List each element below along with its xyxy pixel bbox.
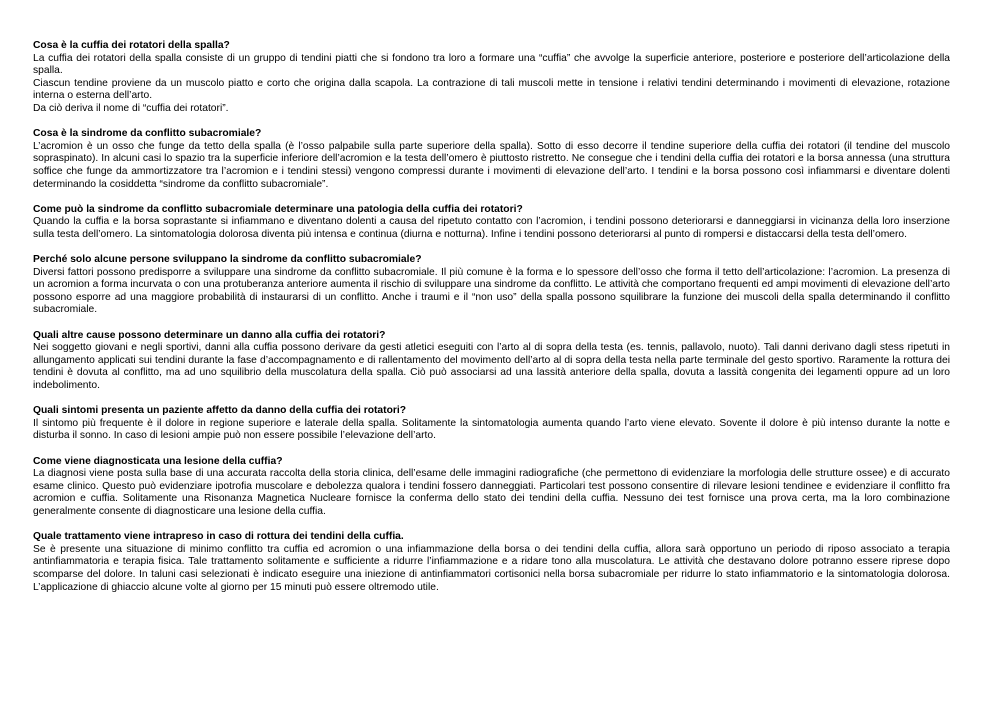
faq-question: Cosa è la sindrome da conflitto subacromiale? bbox=[33, 128, 262, 140]
faq-section-impingement-syndrome bbox=[33, 128, 950, 191]
faq-section-other-causes bbox=[33, 330, 950, 393]
faq-answer-paragraph: Nei soggetto giovani e negli sportivi, danni alla cuffia possono derivare da gesti atletici eseguiti con l’arto al di sopra della testa (es. tennis, pallavolo, nuoto). Tali danni derivano dagli stess ripetuti in allungamento applicati sui tendini durante la fase d’accompagnamento e di rallentamento del movimento dell’arto al di sopra della testa nella parte terminale del gesto sportivo. Raramente la rottura dei tendini è dovuta al conflitto, ma ad uno squilibrio della muscolatura della spalla. Ciò può associarsi ad una lassità anteriore della spalla, dovuta a lassità congenita dei legamenti oppure ad un loro indebolimento. bbox=[33, 342, 950, 392]
faq-answer-paragraph: Se è presente una situazione di minimo conflitto tra cuffia ed acromion o una infiammazione della borsa o dei tendini della cuffia, allora sarà opportuno un periodo di riposo associato a terapia antinfiammatoria e terapia fisica. Tale trattamento solitamente e sufficiente a ridurre l’infiammazione e a ridare tono alla muscolatura. Le attività che destavano dolore potranno essere riprese dopo scomparse del dolore. In taluni casi selezionati è indicato eseguire una iniezione di antinfiammatori cortisonici nella borsa subacromiale per ridurre lo stato infiammatorio e la sintomatologia dolorosa. L’applicazione di ghiaccio alcune volte al giorno per 15 minuti può essere oltremodo utile. bbox=[33, 543, 950, 593]
faq-question: Quali sintomi presenta un paziente affetto da danno della cuffia dei rotatori? bbox=[33, 405, 407, 417]
faq-question: Come viene diagnosticata una lesione della cuffia? bbox=[33, 455, 283, 467]
faq-answer-paragraph: Da ciò deriva il nome di “cuffia dei rotatori”. bbox=[33, 102, 229, 114]
faq-question: Quali altre cause possono determinare un danno alla cuffia dei rotatori? bbox=[33, 329, 386, 341]
faq-section-rotator-cuff bbox=[33, 40, 950, 116]
faq-answer-paragraph: La cuffia dei rotatori della spalla consiste di un gruppo di tendini piatti che si fondono tra loro a formare una “cuffia” che avvolge la superficie anteriore, posteriore e posteriore dell’articolazione della spalla. bbox=[33, 52, 950, 77]
faq-section-impingement-pathology bbox=[33, 204, 950, 242]
faq-section-diagnosis bbox=[33, 456, 950, 519]
faq-answer-paragraph: Diversi fattori possono predisporre a sviluppare una sindrome da conflitto subacromiale. Il più comune è la forma e lo spessore dell’osso che forma il tetto dell’articolazione: l’acromion. La presenza di un acromion a forma incurvata o con una protuberanza anteriore aumenta il rischio di sviluppare una sindrome da conflitto. Le attività che comportano frequenti ed ampi movimenti di elevazione dell’arto possono esporre ad una maggiore probabilità di instaurarsi di un conflitto. Anche i traumi e il “non uso” della spalla possono squilibrare la funzione dei muscoli della spalla determinando il conflitto subacromiale. bbox=[33, 266, 950, 316]
faq-document bbox=[33, 40, 950, 607]
faq-answer-paragraph: L’acromion è un osso che funge da tetto della spalla (è l’osso palpabile sulla parte superiore della spalla). Sotto di esso decorre il tendine superiore della cuffia dei rotatori (il tendine del muscolo sopraspinato). In alcuni casi lo spazio tra la superficie inferiore dell’acromion e la testa dell’omero è piuttosto ristretto. Ne consegue che i tendini della cuffia dei rotatori e la borsa annessa (una struttura soffice che funge da ammortizzatore tra l’acromion e i tendini stessi) vengono compressi durante i movimenti di elevazione dell’arto. I tendini e la borsa possono così infiammarsi e diventare dolenti determinando la cosiddetta “sindrome da conflitto subacromiale”. bbox=[33, 140, 950, 190]
faq-section-symptoms bbox=[33, 405, 950, 443]
faq-answer-paragraph: Quando la cuffia e la borsa soprastante si infiammano e diventano dolenti a causa del ripetuto contatto con l’acromion, i tendini possono deteriorarsi e danneggiarsi in vicinanza della loro inserzione sulla testa dell’omero. La sintomatologia dolorosa diventa più intensa e continua (diurna e notturna). Infine i tendini possono deteriorarsi al punto di rompersi e distaccarsi della testa dell’omero. bbox=[33, 216, 950, 240]
faq-question: Come può la sindrome da conflitto subacromiale determinare una patologia della cuffia dei rotatori? bbox=[33, 203, 523, 215]
faq-question: Cosa è la cuffia dei rotatori della spalla? bbox=[33, 40, 230, 51]
faq-section-treatment bbox=[33, 531, 950, 594]
faq-section-risk-factors bbox=[33, 254, 950, 317]
faq-answer-paragraph: Il sintomo più frequente è il dolore in regione superiore e laterale della spalla. Solitamente la sintomatologia aumenta quando l’arto viene elevato. Sovente il dolore è più intenso durante la notte e disturba il sonno. In caso di lesioni ampie può non essere possibile l’elevazione dell’arto. bbox=[33, 417, 950, 442]
faq-answer-paragraph: La diagnosi viene posta sulla base di una accurata raccolta della storia clinica, dell’esame delle immagini radiografiche (che permettono di evidenziare la morfologia delle strutture ossee) e di accurato esame clinico. Questo può evidenziare ipotrofia muscolare e debolezza qualora i tendini fossero danneggiati. Particolari test possono consentire di rilevare lesioni tendinee e evidenziare il conflitto fra acromion e cuffia. Solitamente una Risonanza Magnetica Nucleare fornisce la conferma dello stato dei tendini della cuffia. Nessuno dei test fornisce una prova certa, ma la loro combinazione generalmente consente di diagnosticare una lesione della cuffia. bbox=[33, 468, 950, 517]
faq-question: Perché solo alcune persone sviluppano la sindrome da conflitto subacromiale? bbox=[33, 254, 422, 266]
faq-question: Quale trattamento viene intrapreso in caso di rottura dei tendini della cuffia. bbox=[33, 531, 404, 543]
faq-answer-paragraph: Ciascun tendine proviene da un muscolo piatto e corto che origina dalla scapola. La contrazione di tali muscoli mette in tensione i relativi tendini determinando i movimenti di elevazione, rotazione interna o esterna dell’arto. bbox=[33, 77, 950, 102]
